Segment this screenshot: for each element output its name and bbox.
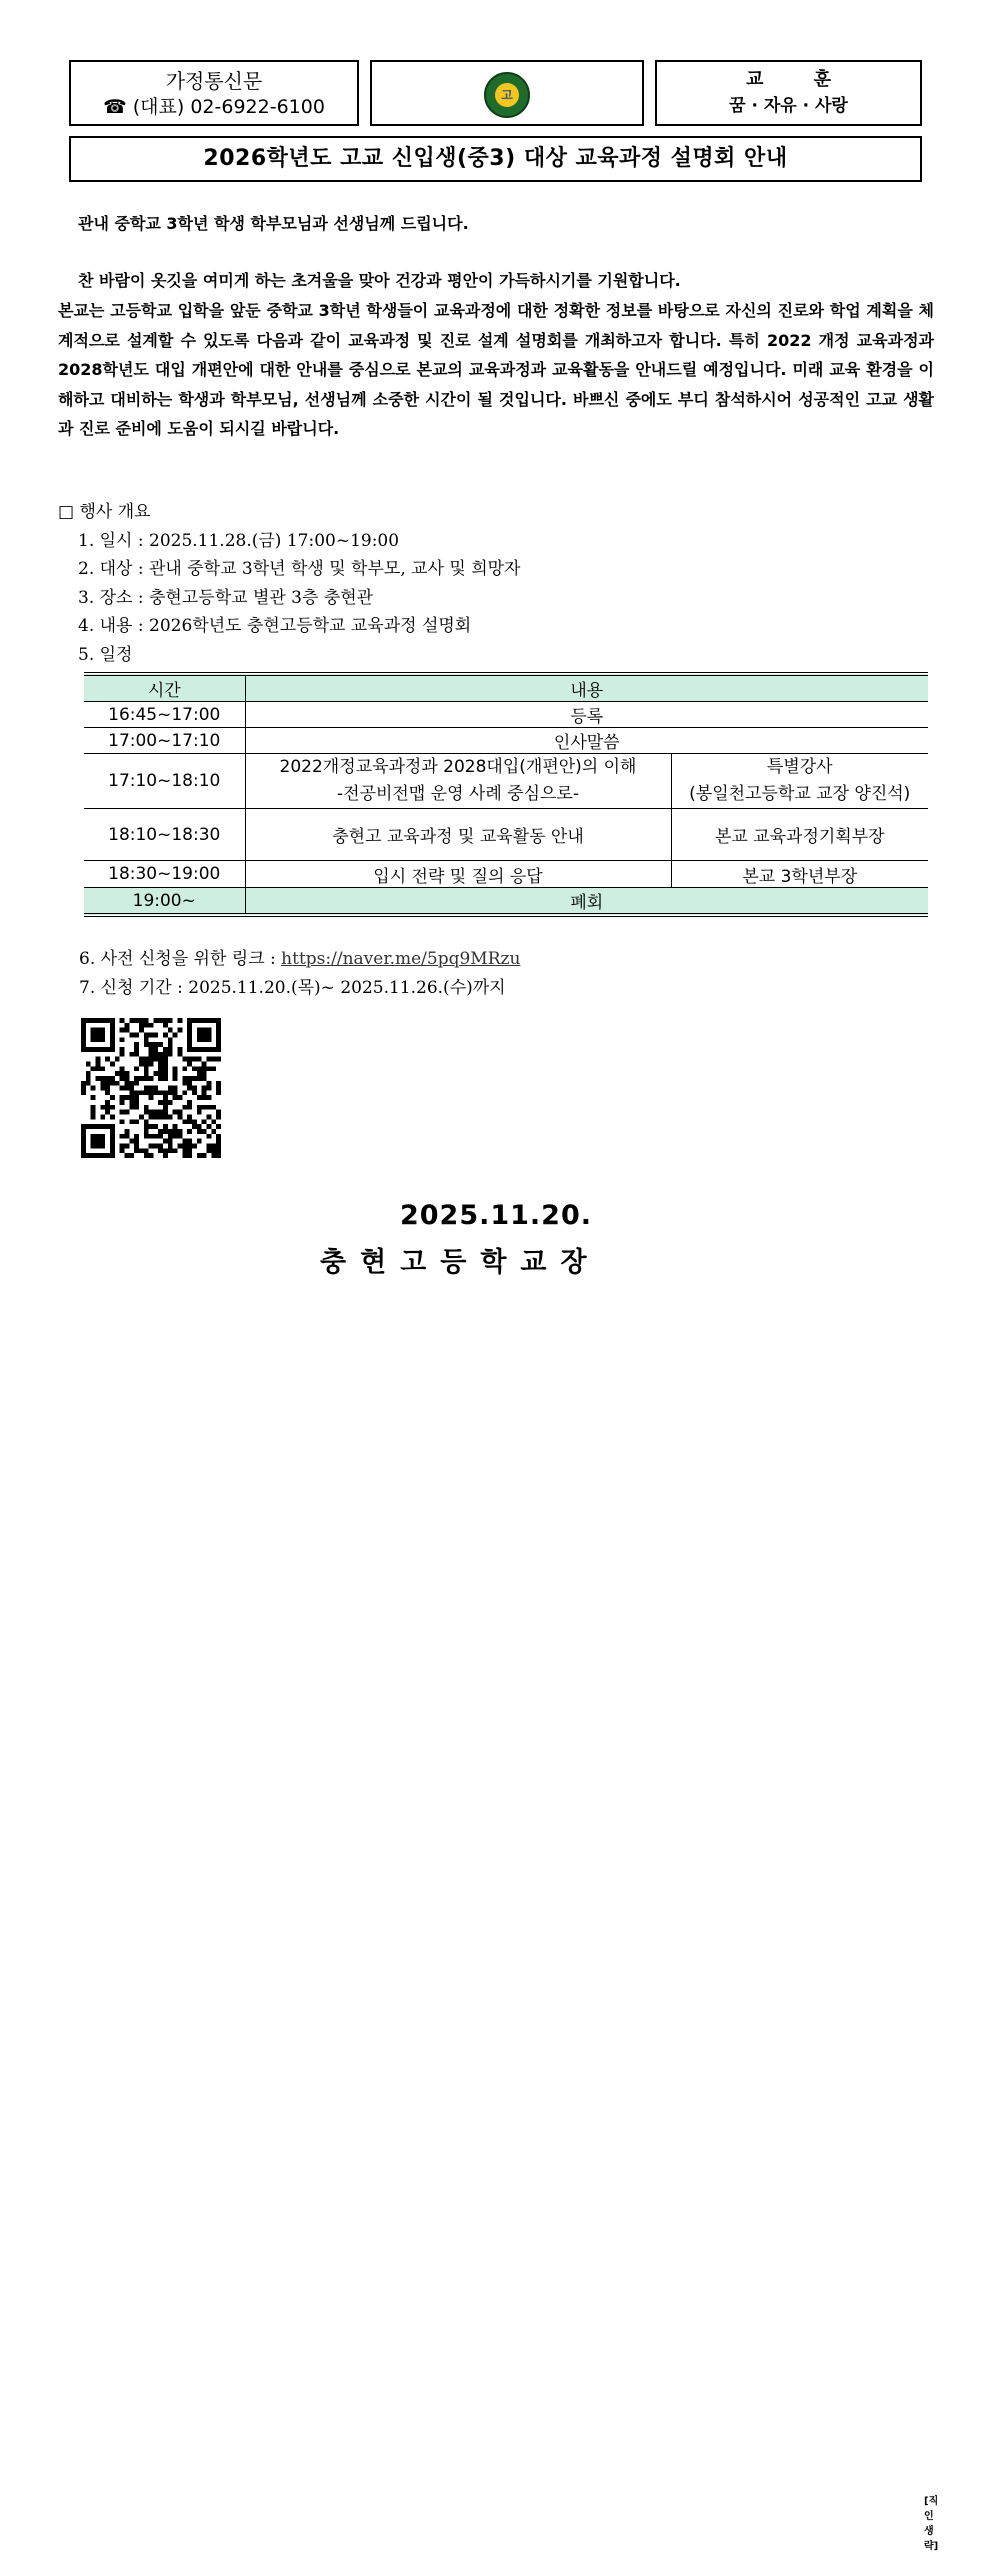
overview-heading: □ 행사 개요 — [58, 502, 151, 522]
body-intro: 찬 바람이 옷깃을 여미게 하는 초겨울을 맞아 건강과 평안이 가득하시기를 기원합니다. — [78, 271, 681, 290]
application-period: 7. 신청 기간 : 2025.11.20.(목)~ 2025.11.26.(수)까지 — [79, 977, 506, 998]
phone-number: ☎ (대표) 02-6922-6100 — [103, 96, 325, 118]
motto-text: 꿈 · 자유 · 사랑 — [729, 96, 848, 116]
table-row — [84, 728, 928, 754]
row-content-line2: -전공비전맵 운영 사례 중심으로- — [337, 784, 579, 804]
speaker-line2: (봉일천고등학교 교장 양진석) — [689, 784, 911, 804]
row-content: 충현고 교육과정 및 교육활동 안내 — [245, 809, 671, 861]
row-content-line1: 2022개정교육과정과 2028대입(개편안)의 이해 — [279, 757, 637, 777]
overview-item: 2. 대상 : 관내 중학교 3학년 학생 및 학부모, 교사 및 희망자 — [78, 559, 521, 579]
row-time: 19:00~ — [84, 888, 245, 916]
newsletter-label: 가정통신문 — [165, 69, 263, 93]
newsletter-header — [69, 60, 359, 126]
row-time: 16:45~17:00 — [84, 702, 245, 728]
row-content: 폐회 — [245, 888, 928, 916]
greeting: 관내 중학교 3학년 학생 학부모님과 선생님께 드립니다. — [78, 214, 469, 233]
application-link[interactable]: https://naver.me/5pq9MRzu — [281, 949, 521, 969]
row-time: 18:30~19:00 — [84, 861, 245, 888]
body-main: 본교는 고등학교 입학을 앞둔 중학교 3학년 학생들이 교육과정에 대한 정확한 정보를 바탕으로 자신의 진로와 학업 계획을 체계적으로 설계할 수 있도록 다음과 같이 교육과정 및 진로 설계 설명회를 개최하고자 합니다. 특히 2022 개정 교육과정과 2028학년도 대입 개편안에 대한 안내를 중심으로 본교의 교육과정과 교육활동을 안내드릴 예정입니다. 미래 교육 환경을 이해하고 대비하는 학생과 학부모님, 선생님께 소중한 시간이 될 것입니다. 바쁘신 중에도 부디 참석하시어 성공적인 고교 생활과 진로 준비에 도움이 되시길 바랍니다. — [58, 301, 934, 438]
row-content — [245, 754, 671, 809]
overview-item: 3. 장소 : 충현고등학교 별관 3층 충현관 — [78, 587, 374, 608]
table-row — [84, 888, 928, 916]
row-time: 17:00~17:10 — [84, 728, 245, 754]
document-title: 2026학년도 고교 신입생(중3) 대상 교육과정 설명회 안내 — [69, 136, 922, 182]
issue-date: 2025.11.20. — [399, 1200, 593, 1231]
table-row — [84, 861, 928, 888]
qr-code-icon[interactable] — [81, 1018, 221, 1158]
application-link-line — [79, 945, 520, 974]
row-speaker — [671, 754, 928, 809]
motto-label: 교 훈 — [745, 69, 854, 90]
table-header-row — [84, 674, 928, 702]
motto-box — [655, 60, 922, 126]
row-speaker: 본교 3학년부장 — [671, 861, 928, 888]
header-content: 내용 — [245, 674, 928, 702]
overview-item: 1. 일시 : 2025.11.28.(금) 17:00~19:00 — [78, 530, 400, 551]
schedule-table — [84, 672, 928, 917]
event-overview — [58, 498, 520, 669]
speaker-line1: 특별강사 — [766, 757, 833, 777]
seal-note: [직인생략] — [924, 2496, 939, 2552]
row-content: 인사말씀 — [245, 728, 928, 754]
school-emblem-box — [370, 60, 644, 126]
header-time: 시간 — [84, 674, 245, 702]
principal-signature — [320, 1240, 939, 2552]
school-emblem-icon — [484, 72, 530, 118]
overview-item: 4. 내용 : 2026학년도 충현고등학교 교육과정 설명회 — [78, 616, 472, 636]
signature-text: 충현고등학교장 — [320, 1247, 601, 1278]
row-speaker: 본교 교육과정기획부장 — [671, 809, 928, 861]
link-label: 6. 사전 신청을 위한 링크 : — [79, 949, 282, 969]
emblem-char: 고 — [495, 83, 519, 107]
row-time: 17:10~18:10 — [84, 754, 245, 809]
row-time: 18:10~18:30 — [84, 809, 245, 861]
table-row — [84, 702, 928, 728]
row-content: 등록 — [245, 702, 928, 728]
row-content: 입시 전략 및 질의 응답 — [245, 861, 671, 888]
application-info — [79, 945, 520, 1002]
table-row — [84, 754, 928, 809]
table-row — [84, 809, 928, 861]
overview-item: 5. 일정 — [78, 644, 133, 665]
